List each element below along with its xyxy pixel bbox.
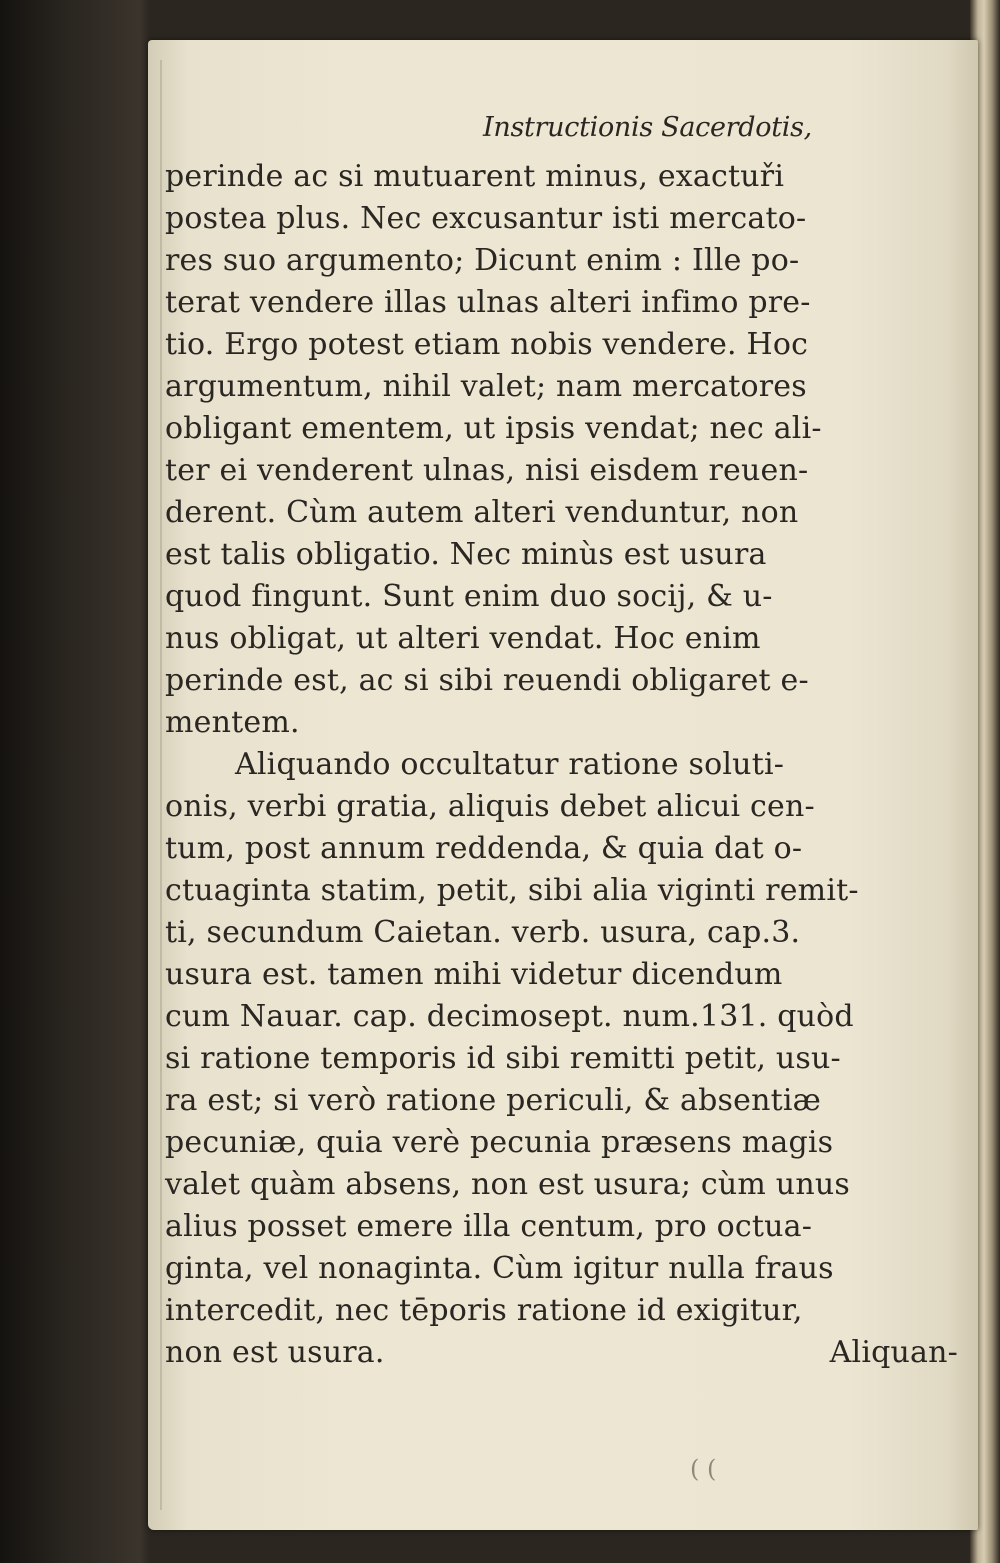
catchword: Aliquan- [829,1335,958,1370]
text-line: derent. Cùm autem alteri venduntur, non [165,495,799,530]
text-line: res suo argumento; Dicunt enim : Ille po- [165,243,800,278]
gutter-line [160,60,162,1510]
text-line: cum Nauar. cap. decimosept. num.131. quòd [165,999,854,1034]
text-line: tum, post annum reddenda, & quia dat o- [165,831,803,866]
text-line: ra est; si verò ratione periculi, & absentiæ [165,1083,822,1118]
paragraph-2 [165,744,965,1374]
text-line: Aliquando occultatur ratione soluti- [235,747,785,782]
text-line: tio. Ergo potest etiam nobis vendere. Hoc [165,327,809,362]
text-line: pecuniæ, quia verè pecunia præsens magis [165,1125,834,1160]
text-line: alius posset emere illa centum, pro octua- [165,1209,813,1244]
paragraph-1 [165,156,965,744]
text-line: intercedit, nec tēporis ratione id exigitur, [165,1293,803,1328]
text-line: ti, secundum Caietan. verb. usura, cap.3. [165,915,801,950]
text-line: ginta, vel nonaginta. Cùm igitur nulla fraus [165,1251,834,1286]
text-line: argumentum, nihil valet; nam mercatores [165,369,807,404]
text-line: valet quàm absens, non est usura; cùm unus [165,1167,850,1202]
text-line: si ratione temporis id sibi remitti petit, usu- [165,1041,841,1076]
text-line: ter ei venderent ulnas, nisi eisdem reuen- [165,453,809,488]
text-line: terat vendere illas ulnas alteri infimo pre- [165,285,811,320]
text-line: non est usura. [165,1335,385,1370]
text-line: usura est. tamen mihi videtur dicendum [165,957,783,992]
text-line: est talis obligatio. Nec minùs est usura [165,537,767,572]
bottom-mark: ( ( [690,1455,717,1483]
text-line: nus obligat, ut alteri vendat. Hoc enim [165,621,761,656]
last-line-row [165,1332,958,1374]
text-line: perinde est, ac si sibi reuendi obligaret e- [165,663,809,698]
text-line: mentem. [165,705,300,740]
text-line: ctuaginta statim, petit, sibi alia viginti remit- [165,873,859,908]
text-line: onis, verbi gratia, aliquis debet alicui cen- [165,789,815,824]
text-line: postea plus. Nec excusantur isti mercato- [165,201,807,236]
text-block [165,100,965,1374]
running-head: Instructionis Sacerdotis, [483,112,812,143]
text-line: perinde ac si mutuarent minus, exactuři [165,159,785,194]
text-line: obligant ementem, ut ipsis vendat; nec ali- [165,411,822,446]
text-line: quod fingunt. Sunt enim duo socij, & u- [165,579,773,614]
